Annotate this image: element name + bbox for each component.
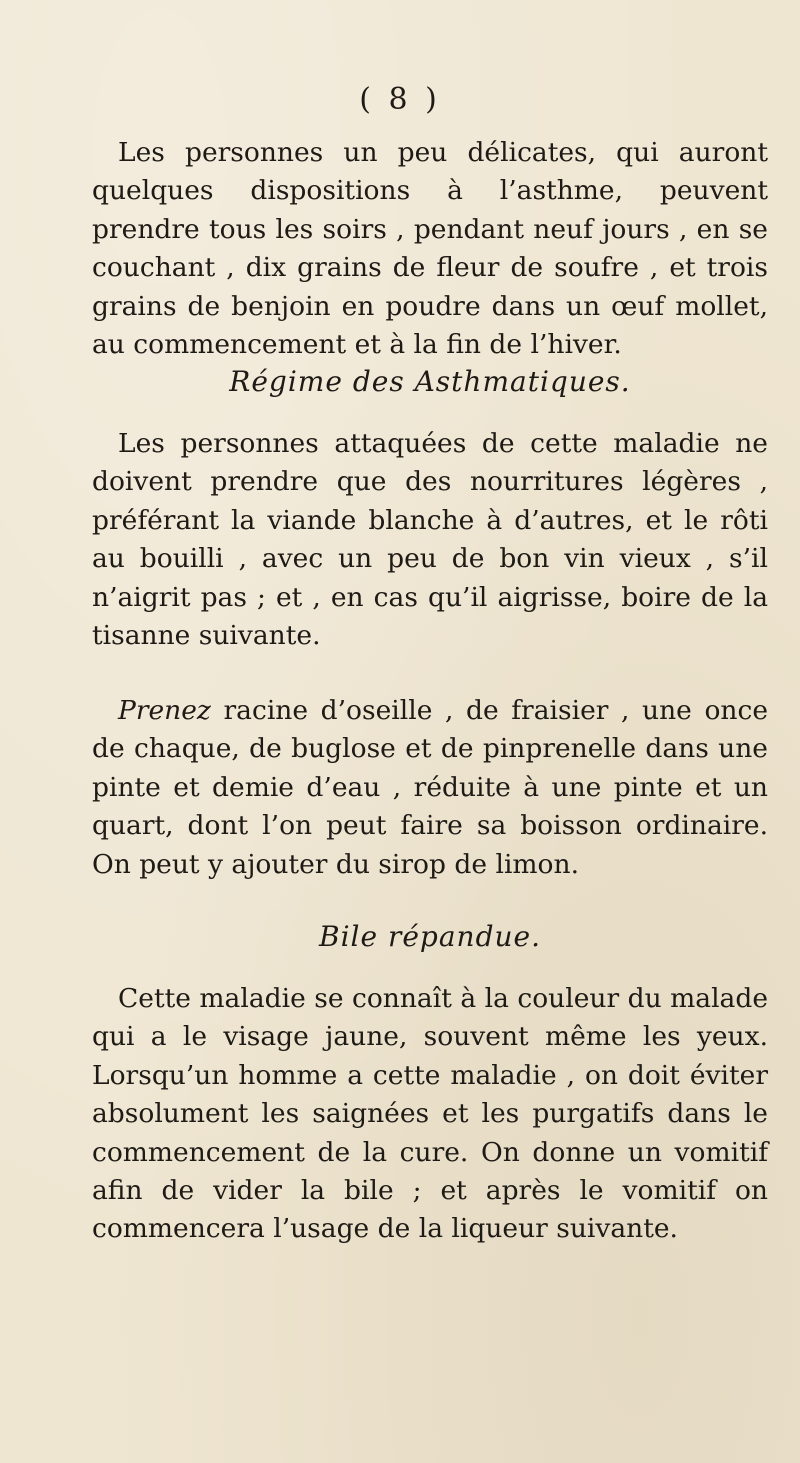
page-number: ( 8 ) bbox=[359, 82, 441, 117]
section-heading-regime: Régime des Asthmatiques. bbox=[229, 365, 631, 398]
paragraph-asthma-prevention: Les personnes un peu délicates, qui auront quelques dispositions à l’asthme, peuvent prendre tous les soirs , pendant neuf jours , en se couchant , dix grains de fleur de soufre , et trois grains de benjoin en poudre dans un œuf mollet, au commencement et à la fin de l’hiver. bbox=[92, 137, 768, 361]
section-heading-bile: Bile répandue. bbox=[319, 920, 541, 953]
paragraph-regime: Les personnes attaquées de cette maladie ne doivent prendre que des nourritures légères , préférant la viande blanche à d’autres, et le rôti au bouilli , avec un peu de bon vin vieux , s’il n’aigrit pas ; et , en cas qu’il aigrisse, boire de la tisanne suivante. bbox=[92, 428, 768, 652]
paragraph-recipe bbox=[92, 692, 768, 884]
paragraph-bile: Cette maladie se connaît à la couleur du malade qui a le visage jaune, souvent même les yeux. Lorsqu’un homme a cette maladie , on doit éviter absolument les saignées et les purgatifs dans le commencement de la cure. On donne un vomitif afin de vider la bile ; et après le vomitif on commencera l’usage de la liqueur suivante. bbox=[92, 983, 768, 1245]
recipe-lead-word: Prenez bbox=[118, 695, 211, 726]
recipe-text: racine d’oseille , de fraisier , une once de chaque, de buglose et de pinprenelle dans une pinte et demie d’eau , réduite à une pinte et un quart, dont l’on peut faire sa boisson ordinaire. On peut y ajouter du sirop de limon. bbox=[92, 695, 768, 880]
